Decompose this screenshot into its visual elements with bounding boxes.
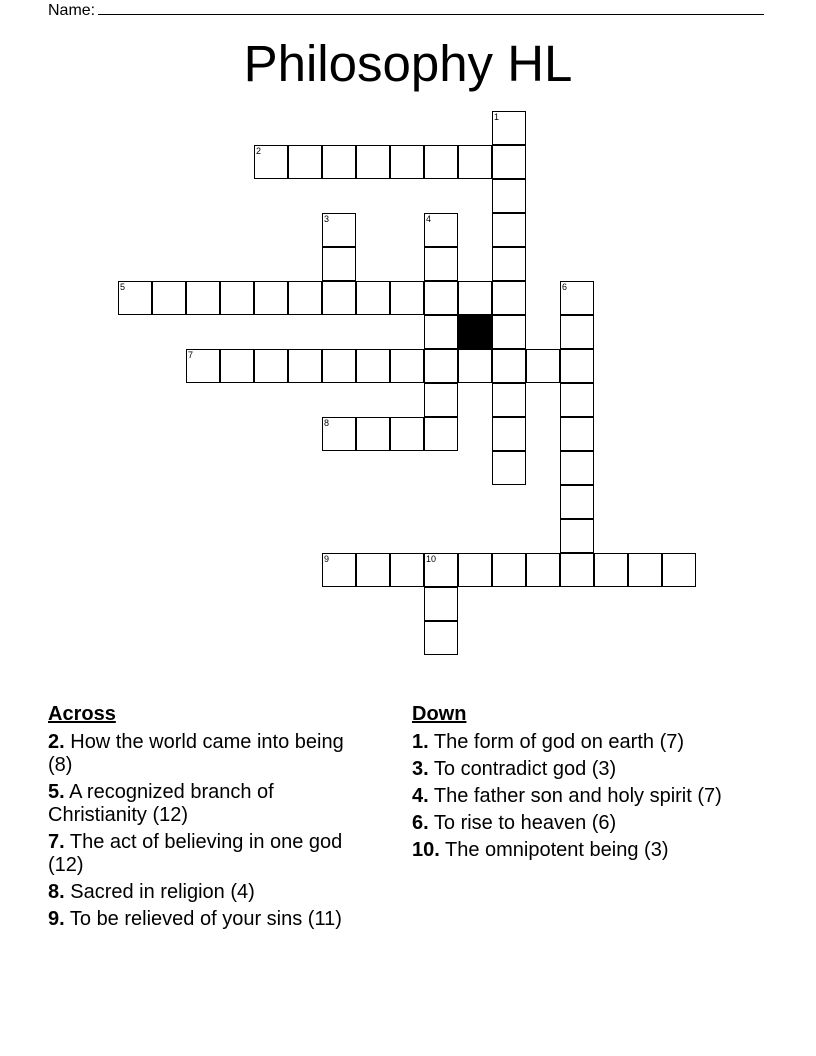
grid-cell[interactable] bbox=[526, 349, 560, 383]
grid-cell[interactable] bbox=[390, 145, 424, 179]
grid-cell[interactable] bbox=[424, 349, 458, 383]
grid-cell[interactable] bbox=[492, 213, 526, 247]
grid-cell[interactable] bbox=[254, 349, 288, 383]
grid-cell[interactable] bbox=[424, 247, 458, 281]
across-clues bbox=[48, 703, 366, 935]
down-clues bbox=[412, 703, 752, 866]
grid-cell[interactable] bbox=[628, 553, 662, 587]
grid-cell[interactable] bbox=[526, 553, 560, 587]
grid-cell[interactable] bbox=[220, 281, 254, 315]
grid-cell[interactable] bbox=[424, 213, 458, 247]
across-clue bbox=[48, 731, 366, 777]
grid-cell[interactable] bbox=[356, 417, 390, 451]
grid-cell[interactable] bbox=[424, 417, 458, 451]
clue-number: 3. bbox=[412, 758, 429, 780]
cell-number: 9 bbox=[324, 554, 330, 564]
grid-cell[interactable] bbox=[424, 621, 458, 655]
grid-cell[interactable] bbox=[390, 349, 424, 383]
clue-number: 7. bbox=[48, 831, 65, 853]
clue-text: The form of god on earth (7) bbox=[428, 731, 685, 753]
grid-cell[interactable] bbox=[356, 349, 390, 383]
clue-text: To be relieved of your sins (11) bbox=[64, 908, 342, 930]
clue-text: How the world came into being (8) bbox=[48, 731, 344, 776]
grid-cell[interactable] bbox=[560, 485, 594, 519]
grid-cell[interactable] bbox=[560, 417, 594, 451]
down-clue bbox=[412, 812, 752, 835]
grid-cell[interactable] bbox=[322, 213, 356, 247]
grid-cell[interactable] bbox=[186, 349, 220, 383]
grid-cell[interactable] bbox=[254, 281, 288, 315]
clue-text: Sacred in religion (4) bbox=[64, 881, 255, 903]
clue-text: A recognized branch of Christianity (12) bbox=[48, 781, 274, 826]
down-clue bbox=[412, 785, 752, 808]
grid-cell[interactable] bbox=[560, 451, 594, 485]
grid-cell[interactable] bbox=[492, 315, 526, 349]
clue-text: The father son and holy spirit (7) bbox=[428, 785, 722, 807]
grid-cell[interactable] bbox=[458, 145, 492, 179]
cell-number: 7 bbox=[188, 350, 194, 360]
grid-cell[interactable] bbox=[492, 349, 526, 383]
grid-cell[interactable] bbox=[220, 349, 254, 383]
cell-number: 3 bbox=[324, 214, 330, 224]
down-clue bbox=[412, 731, 752, 754]
grid-cell[interactable] bbox=[594, 553, 628, 587]
grid-cell[interactable] bbox=[424, 383, 458, 417]
grid-cell[interactable] bbox=[424, 587, 458, 621]
clue-number: 8. bbox=[48, 881, 65, 903]
clue-text: To rise to heaven (6) bbox=[428, 812, 617, 834]
grid-cell[interactable] bbox=[152, 281, 186, 315]
grid-cell[interactable] bbox=[118, 281, 152, 315]
grid-cell[interactable] bbox=[492, 417, 526, 451]
grid-cell[interactable] bbox=[662, 553, 696, 587]
grid-cell[interactable] bbox=[356, 281, 390, 315]
across-clue bbox=[48, 881, 366, 904]
grid-cell[interactable] bbox=[322, 553, 356, 587]
down-clue bbox=[412, 839, 752, 862]
across-clue-list bbox=[48, 731, 366, 931]
clue-number: 9. bbox=[48, 908, 65, 930]
cell-number: 10 bbox=[426, 554, 437, 564]
cell-number: 6 bbox=[562, 282, 568, 292]
grid-cell[interactable] bbox=[492, 247, 526, 281]
cell-number: 4 bbox=[426, 214, 432, 224]
grid-cell[interactable] bbox=[254, 145, 288, 179]
grid-cell[interactable] bbox=[288, 281, 322, 315]
clue-text: The omnipotent being (3) bbox=[439, 839, 669, 861]
grid-cell[interactable] bbox=[492, 553, 526, 587]
clue-number: 6. bbox=[412, 812, 429, 834]
clue-text: The act of believing in one god (12) bbox=[48, 831, 343, 876]
grid-cell[interactable] bbox=[492, 451, 526, 485]
grid-cell[interactable] bbox=[492, 111, 526, 145]
grid-cell[interactable] bbox=[288, 145, 322, 179]
grid-cell[interactable] bbox=[322, 145, 356, 179]
grid-cell[interactable] bbox=[458, 553, 492, 587]
grid-cell[interactable] bbox=[560, 383, 594, 417]
across-clue bbox=[48, 781, 366, 827]
grid-cell[interactable] bbox=[458, 281, 492, 315]
grid-cell[interactable] bbox=[560, 553, 594, 587]
grid-cell[interactable] bbox=[492, 281, 526, 315]
down-clue-list bbox=[412, 731, 752, 862]
name-label: Name: bbox=[48, 2, 96, 19]
clue-number: 4. bbox=[412, 785, 429, 807]
grid-cell[interactable] bbox=[492, 383, 526, 417]
grid-cell[interactable] bbox=[492, 145, 526, 179]
grid-cell[interactable] bbox=[390, 553, 424, 587]
clue-number: 5. bbox=[48, 781, 65, 803]
puzzle-title: Philosophy HL bbox=[243, 35, 573, 92]
grid-cell[interactable] bbox=[560, 349, 594, 383]
grid-cell[interactable] bbox=[288, 349, 322, 383]
cell-number: 8 bbox=[324, 418, 330, 428]
cell-number: 5 bbox=[120, 282, 126, 292]
grid-cell[interactable] bbox=[356, 553, 390, 587]
cell-number: 1 bbox=[494, 112, 500, 122]
grid-cell[interactable] bbox=[322, 281, 356, 315]
across-heading: Across bbox=[48, 703, 116, 725]
grid-cell[interactable] bbox=[390, 281, 424, 315]
clue-number: 10. bbox=[412, 839, 440, 861]
grid-cell[interactable] bbox=[424, 553, 458, 587]
clue-number: 2. bbox=[48, 731, 65, 753]
clue-number: 1. bbox=[412, 731, 429, 753]
grid-cell[interactable] bbox=[390, 417, 424, 451]
grid-cell[interactable] bbox=[424, 281, 458, 315]
cell-number: 2 bbox=[256, 146, 262, 156]
grid-cell[interactable] bbox=[356, 145, 390, 179]
grid-cell[interactable] bbox=[322, 247, 356, 281]
grid-cell[interactable] bbox=[458, 349, 492, 383]
grid-cell[interactable] bbox=[322, 417, 356, 451]
grid-cell[interactable] bbox=[560, 315, 594, 349]
black-cell bbox=[458, 315, 492, 349]
across-clue bbox=[48, 831, 366, 877]
grid-cell[interactable] bbox=[186, 281, 220, 315]
across-clue bbox=[48, 908, 366, 931]
grid-cell[interactable] bbox=[560, 281, 594, 315]
grid-cell[interactable] bbox=[424, 145, 458, 179]
down-heading: Down bbox=[412, 703, 467, 725]
down-clue bbox=[412, 758, 752, 781]
clue-text: To contradict god (3) bbox=[428, 758, 617, 780]
grid-cell[interactable] bbox=[424, 315, 458, 349]
grid-cell[interactable] bbox=[492, 179, 526, 213]
grid-cell[interactable] bbox=[560, 519, 594, 553]
grid-cell[interactable] bbox=[322, 349, 356, 383]
